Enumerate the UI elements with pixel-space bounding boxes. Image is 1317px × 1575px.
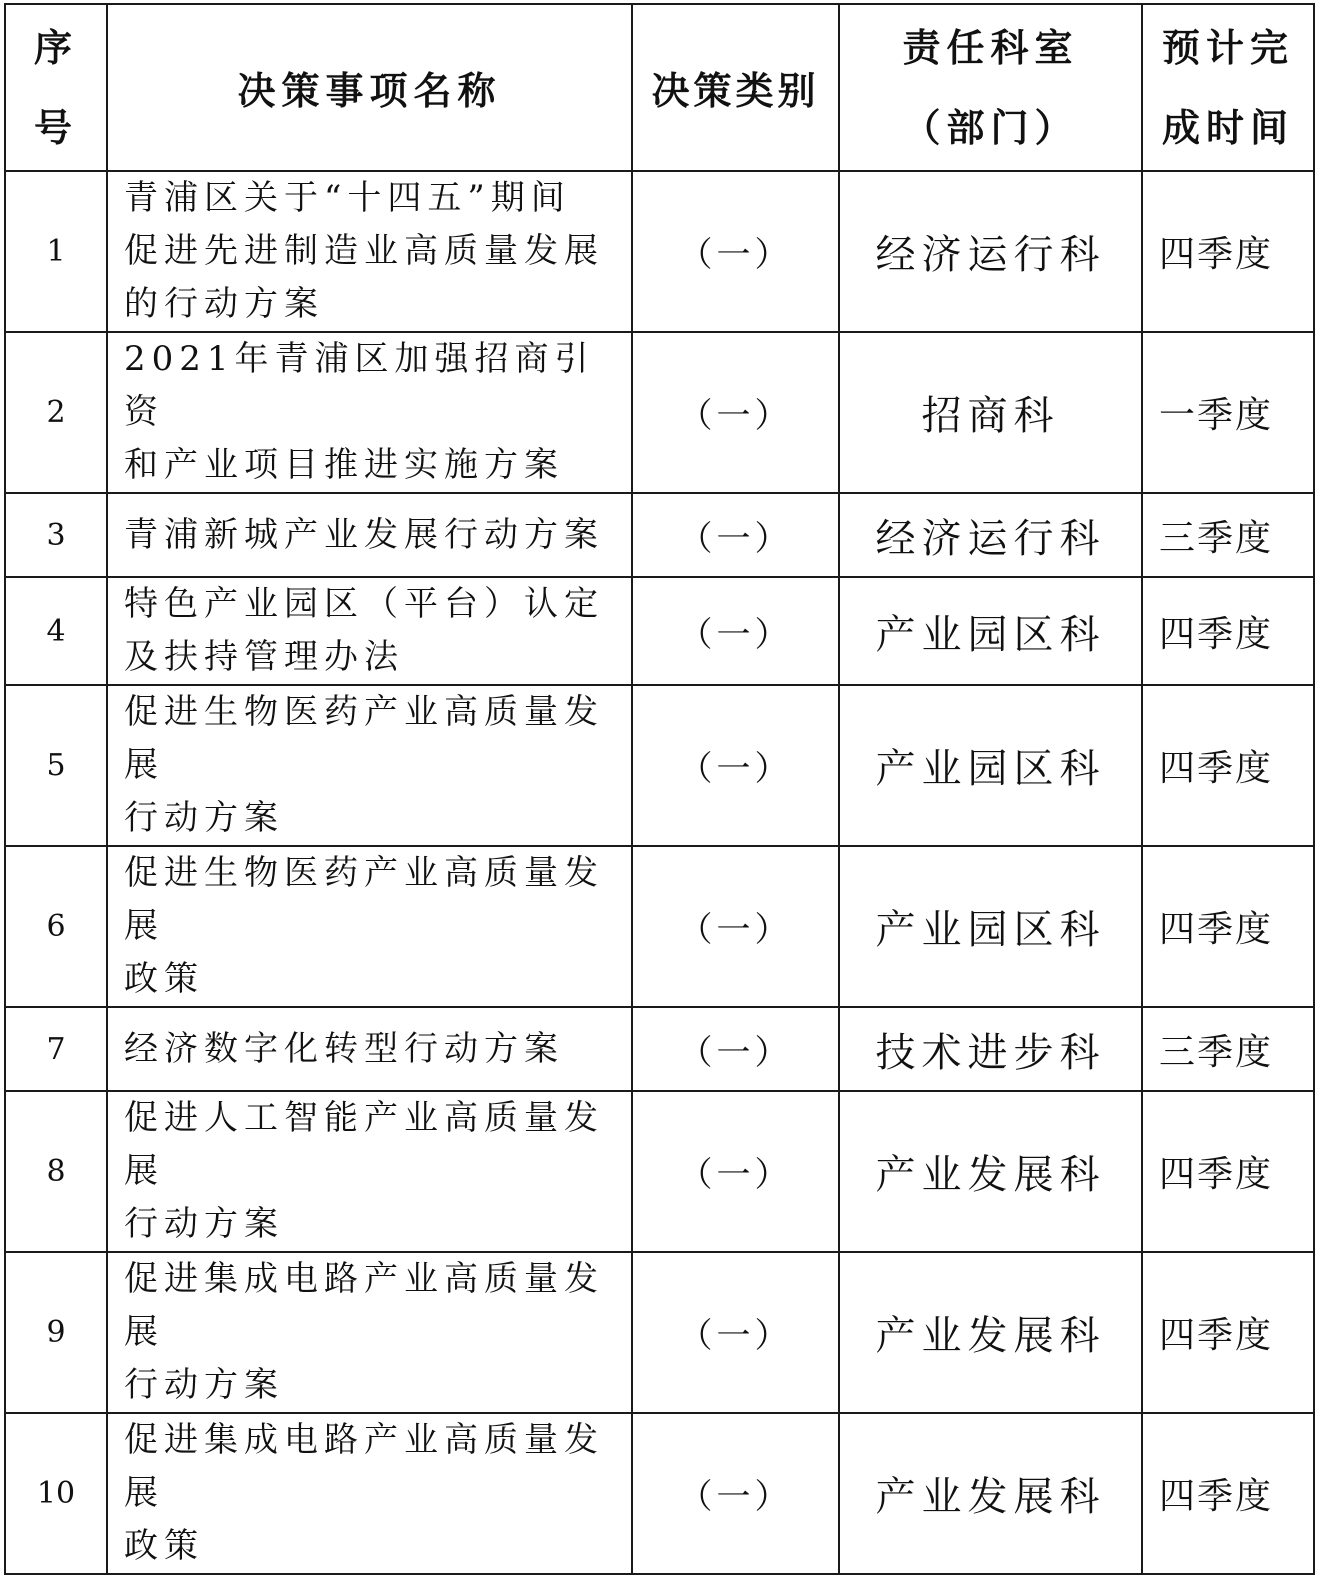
row-seq: 5 — [5, 685, 107, 846]
row-time: 四季度 — [1142, 846, 1314, 1007]
header-row — [5, 4, 1314, 171]
row-dept: 产业发展科 — [839, 1091, 1142, 1252]
row-category: （一） — [632, 332, 839, 493]
row-category: （一） — [632, 1413, 839, 1574]
row-name — [107, 846, 632, 1007]
header-category: 决策类别 — [632, 4, 839, 171]
row-seq: 3 — [5, 493, 107, 577]
row-name-line: 政策 — [124, 959, 204, 999]
row-time: 四季度 — [1142, 1413, 1314, 1574]
row-dept: 经济运行科 — [839, 171, 1142, 332]
table-row — [5, 1252, 1314, 1413]
table-row — [5, 171, 1314, 332]
row-name — [107, 1007, 632, 1091]
row-name-line: 青浦区关于“十四五”期间 — [124, 178, 571, 218]
header-seq-line2: 号 — [33, 105, 78, 150]
row-dept: 产业园区科 — [839, 685, 1142, 846]
row-time: 四季度 — [1142, 577, 1314, 685]
row-dept: 产业园区科 — [839, 846, 1142, 1007]
row-name — [107, 1252, 632, 1413]
row-name — [107, 171, 632, 332]
row-name-line: 促进人工智能产业高质量发展 — [124, 1098, 604, 1191]
row-seq: 8 — [5, 1091, 107, 1252]
row-dept: 经济运行科 — [839, 493, 1142, 577]
row-name-line: 的行动方案 — [124, 284, 324, 324]
row-category: （一） — [632, 1091, 839, 1252]
row-dept: 产业发展科 — [839, 1252, 1142, 1413]
row-category: （一） — [632, 685, 839, 846]
row-name-line: 促进生物医药产业高质量发展 — [124, 692, 604, 785]
row-category: （一） — [632, 493, 839, 577]
header-dept-line1: 责任科室 — [902, 25, 1079, 70]
row-dept: 产业发展科 — [839, 1413, 1142, 1574]
table-row — [5, 685, 1314, 846]
decision-items-table — [4, 3, 1315, 1575]
header-name: 决策事项名称 — [107, 4, 632, 171]
row-category: （一） — [632, 846, 839, 1007]
row-seq: 9 — [5, 1252, 107, 1413]
row-name-line: 促进先进制造业高质量发展 — [124, 231, 604, 271]
row-time: 三季度 — [1142, 1007, 1314, 1091]
table-row — [5, 1091, 1314, 1252]
row-name-line: 行动方案 — [124, 798, 284, 838]
row-name-line: 促进生物医药产业高质量发展 — [124, 853, 604, 946]
row-name — [107, 1413, 632, 1574]
table-row — [5, 1007, 1314, 1091]
row-category: （一） — [632, 171, 839, 332]
row-time: 四季度 — [1142, 685, 1314, 846]
row-name-line: 促进集成电路产业高质量发展 — [124, 1420, 604, 1513]
row-name-line: 2021年青浦区加强招商引资 — [124, 339, 595, 432]
row-name-line: 青浦新城产业发展行动方案 — [124, 514, 604, 555]
row-name — [107, 332, 632, 493]
row-name-line: 及扶持管理办法 — [124, 637, 404, 677]
row-seq: 10 — [5, 1413, 107, 1574]
row-time: 四季度 — [1142, 171, 1314, 332]
header-seq — [5, 4, 107, 171]
row-name-line: 特色产业园区（平台）认定 — [124, 584, 604, 624]
header-dept-line2: （部门） — [902, 105, 1079, 150]
header-time-line1: 预计完 — [1161, 25, 1294, 70]
row-seq: 6 — [5, 846, 107, 1007]
header-seq-line1: 序 — [33, 25, 78, 70]
row-name — [107, 493, 632, 577]
header-time — [1142, 4, 1314, 171]
row-category: （一） — [632, 577, 839, 685]
row-seq: 1 — [5, 171, 107, 332]
row-category: （一） — [632, 1007, 839, 1091]
table-row — [5, 577, 1314, 685]
row-name-line: 和产业项目推进实施方案 — [124, 445, 564, 485]
row-name — [107, 1091, 632, 1252]
header-time-line2: 成时间 — [1161, 105, 1294, 150]
table-body — [5, 171, 1314, 1574]
row-seq: 4 — [5, 577, 107, 685]
row-category: （一） — [632, 1252, 839, 1413]
row-dept: 技术进步科 — [839, 1007, 1142, 1091]
row-name-line: 行动方案 — [124, 1204, 284, 1244]
table-row — [5, 493, 1314, 577]
row-name — [107, 685, 632, 846]
row-time: 四季度 — [1142, 1091, 1314, 1252]
row-name — [107, 577, 632, 685]
row-time: 三季度 — [1142, 493, 1314, 577]
row-dept: 招商科 — [839, 332, 1142, 493]
row-name-line: 行动方案 — [124, 1365, 284, 1405]
header-dept — [839, 4, 1142, 171]
table-row — [5, 1413, 1314, 1574]
row-seq: 7 — [5, 1007, 107, 1091]
row-dept: 产业园区科 — [839, 577, 1142, 685]
row-name-line: 经济数字化转型行动方案 — [124, 1028, 564, 1069]
row-time: 四季度 — [1142, 1252, 1314, 1413]
table-row — [5, 846, 1314, 1007]
table-row — [5, 332, 1314, 493]
row-name-line: 政策 — [124, 1526, 204, 1566]
row-name-line: 促进集成电路产业高质量发展 — [124, 1259, 604, 1352]
row-seq: 2 — [5, 332, 107, 493]
row-time: 一季度 — [1142, 332, 1314, 493]
